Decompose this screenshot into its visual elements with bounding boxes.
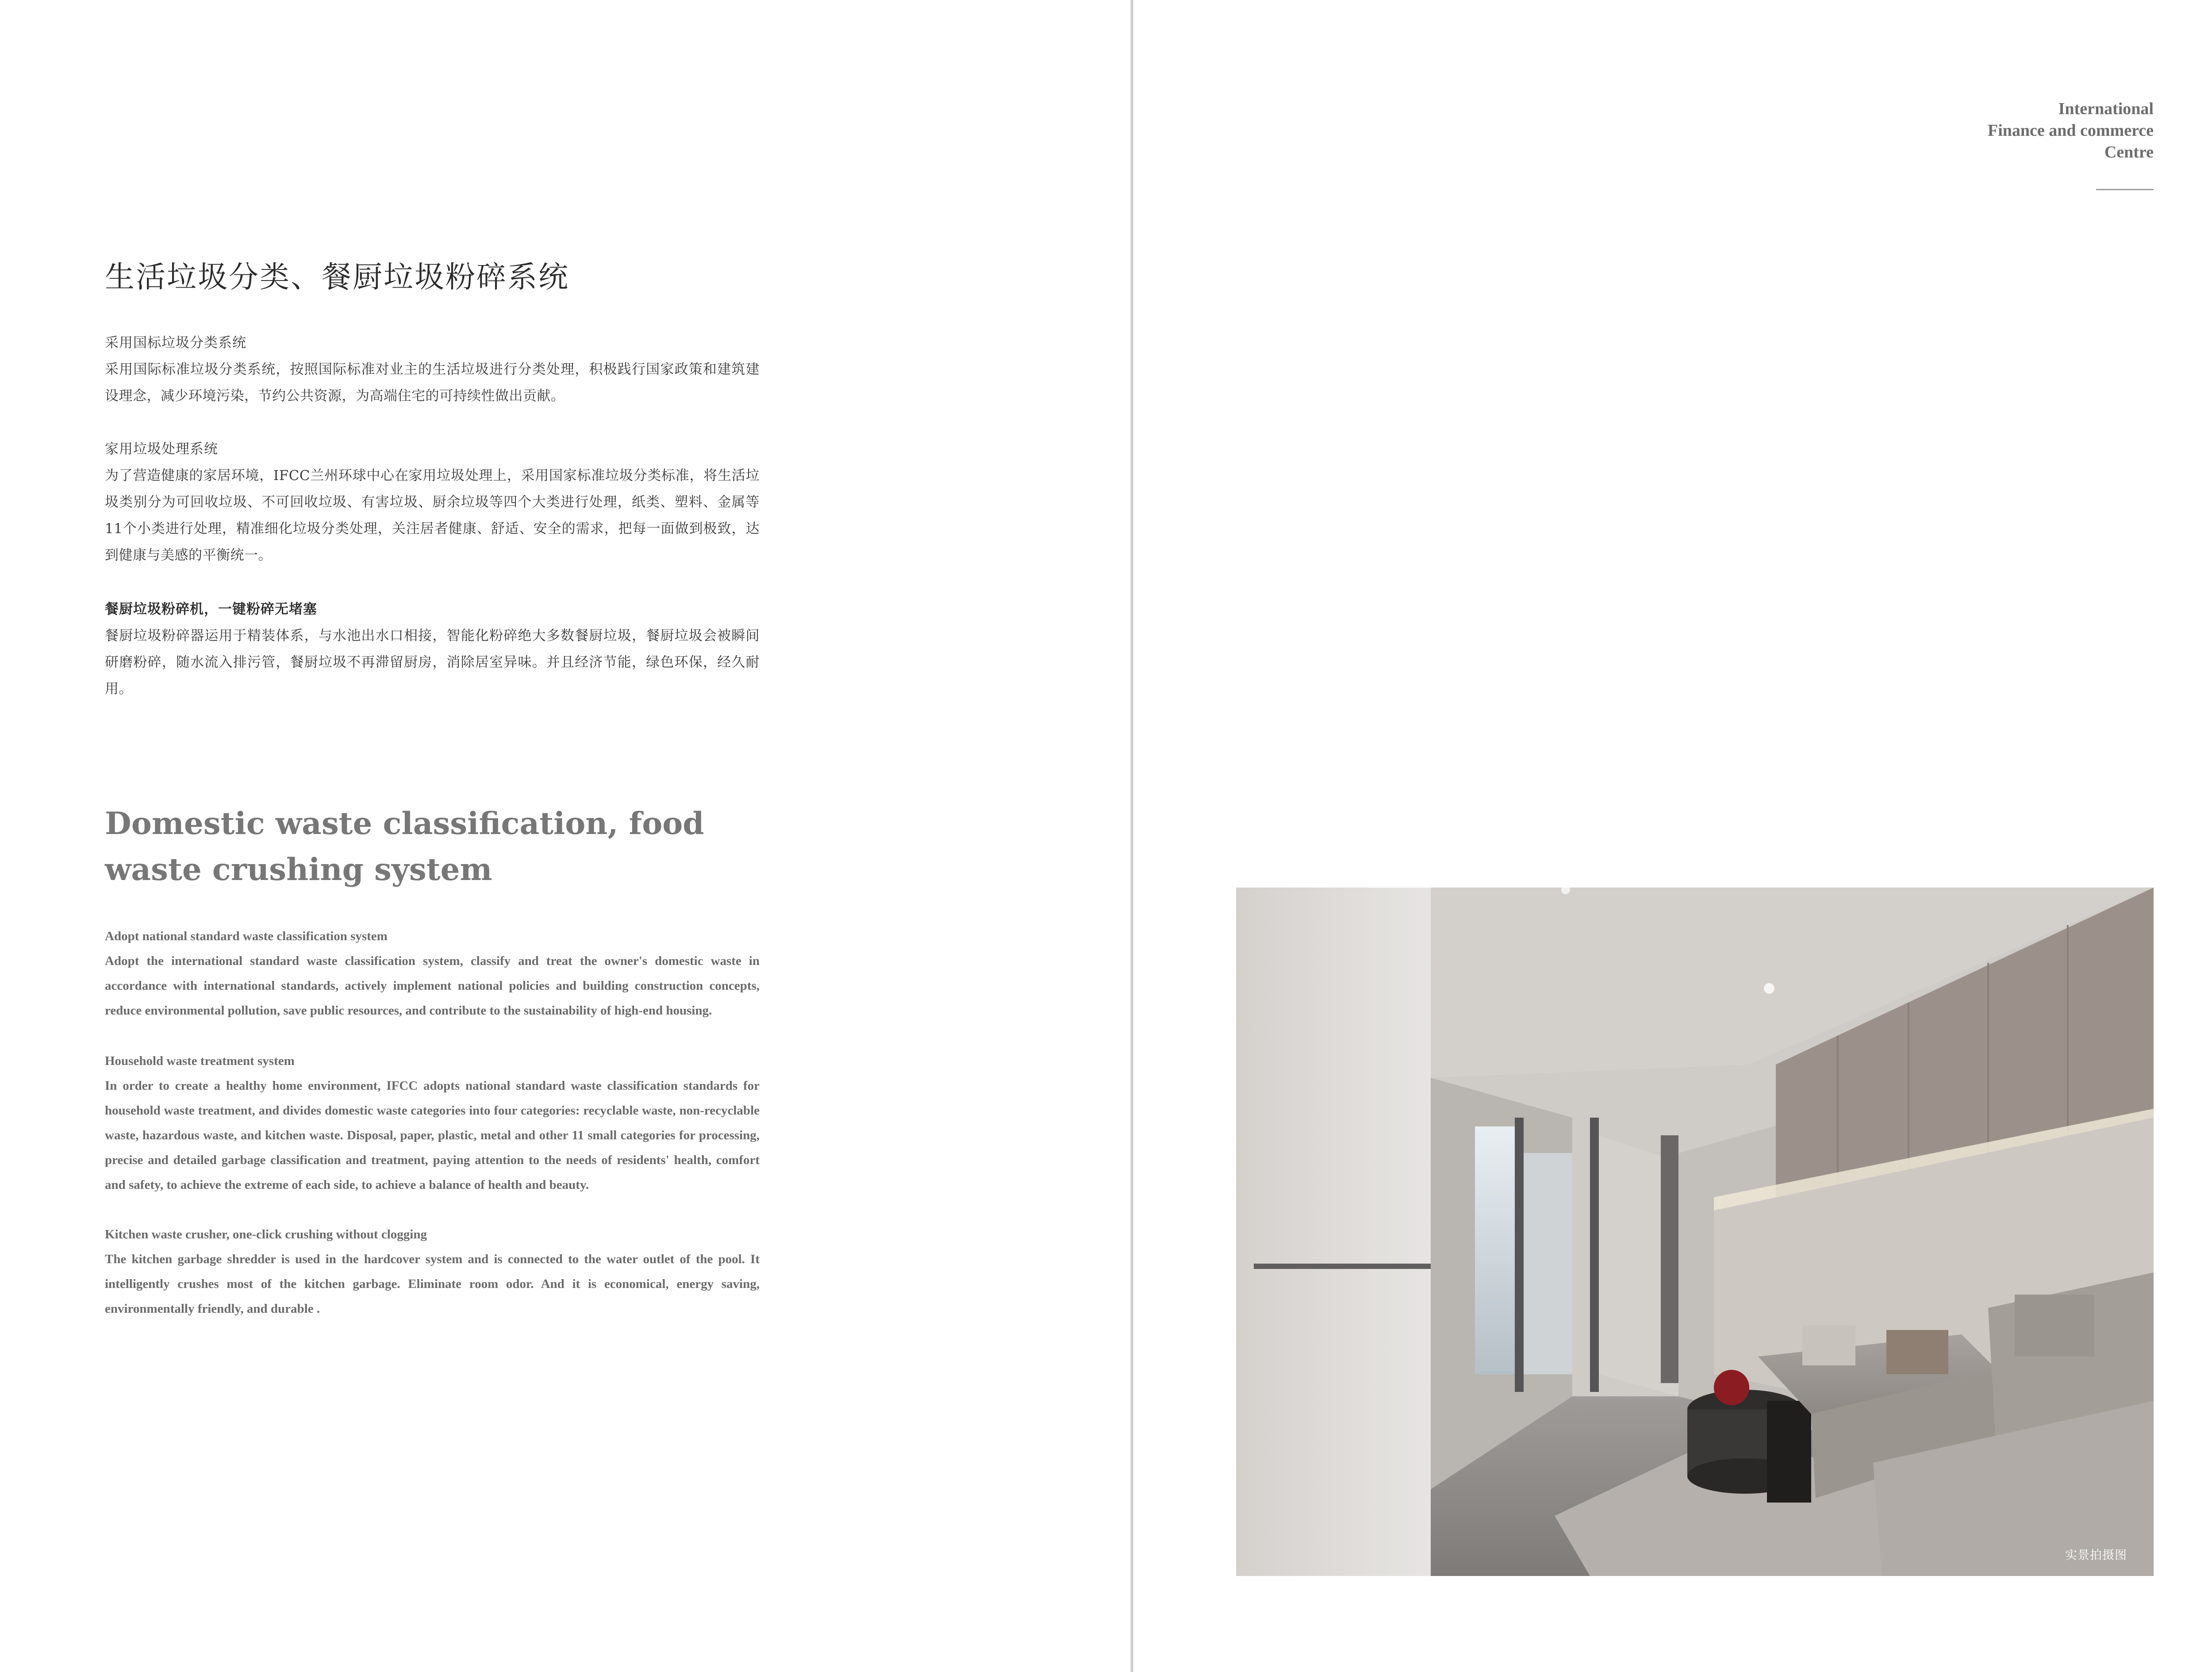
cn-section-heading: 家用垃圾处理系统 <box>105 441 218 457</box>
en-section-body: In order to create a healthy home environment, IFCC adopts national standard waste classification standards for household waste treatment, and divides domestic waste categories into four categories: recyclable waste, non-recyclable waste, hazardous waste, and kitchen waste. Disposal, paper, plastic, metal and other 11 small categories for processing, precise and detailed garbage classification and treatment, paying attention to the needs of residents' health, comfort and safety, to achieve the extreme of each side, to achieve a balance of health and beauty. <box>105 1079 760 1192</box>
en-section-3 <box>105 1222 760 1321</box>
cn-page-title: 生活垃圾分类、餐厨垃圾粉碎系统 <box>105 260 569 294</box>
interior-illustration <box>1236 888 2154 1576</box>
en-page-title: Domestic waste classification, food waste crushing system <box>105 806 704 888</box>
cn-section-body: 为了营造健康的家居环境，IFCC兰州环球中心在家用垃圾处理上，采用国家标准垃圾分类标准，将生活垃圾类别分为可回收垃圾、不可回收垃圾、有害垃圾、厨余垃圾等四个大类进行处理，纸类、塑料、金属等11个小类进行处理，精准细化垃圾分类处理，关注居者健康、舒适、安全的需求，把每一面做到极致，达到健康与美感的平衡统一。 <box>105 468 760 563</box>
brand-divider <box>2096 189 2154 190</box>
brand-line: International <box>2058 100 2154 118</box>
cn-section-3 <box>105 596 760 702</box>
cn-section-2 <box>105 436 760 569</box>
en-section-heading: Kitchen waste crusher, one-click crushing without clogging <box>105 1227 427 1242</box>
cn-section-1 <box>105 330 760 409</box>
en-section-heading: Household waste treatment system <box>105 1054 295 1068</box>
en-section-heading: Adopt national standard waste classification system <box>105 929 388 943</box>
cn-section-heading: 餐厨垃圾粉碎机，一键粉碎无堵塞 <box>105 601 317 617</box>
brand-line: Centre <box>2104 143 2154 161</box>
interior-photo <box>1236 888 2154 1576</box>
en-section-2 <box>105 1049 760 1197</box>
en-section-1 <box>105 924 760 1023</box>
brand-name <box>1800 98 2154 163</box>
cn-section-body: 餐厨垃圾粉碎器运用于精装体系，与水池出水口相接，智能化粉碎绝大多数餐厨垃圾，餐厨垃圾会被瞬间研磨粉碎，随水流入排污管，餐厨垃圾不再滞留厨房，消除居室异味。并且经济节能，绿色环保，经久耐用。 <box>105 628 760 697</box>
cn-section-body: 采用国际标准垃圾分类系统，按照国际标准对业主的生活垃圾进行分类处理，积极践行国家政策和建筑建设理念，减少环境污染，节约公共资源，为高端住宅的可持续性做出贡献。 <box>105 361 760 404</box>
photo-caption: 实景拍摄图 <box>2065 1549 2127 1562</box>
en-section-body: Adopt the international standard waste classification system, classify and treat the owner's domestic waste in accordance with international standards, actively implement national policies and building construction concepts, reduce environmental pollution, save public resources, and contribute to the sustainability of high-end housing. <box>105 954 760 1018</box>
brand-line: Finance and commerce <box>1988 121 2154 140</box>
en-section-body: The kitchen garbage shredder is used in the hardcover system and is connected to the water outlet of the pool. It intelligently crushes most of the kitchen garbage. Eliminate room odor. And it is economical, energy saving, environmentally friendly, and durable . <box>105 1252 760 1316</box>
cn-section-heading: 采用国标垃圾分类系统 <box>105 335 246 351</box>
